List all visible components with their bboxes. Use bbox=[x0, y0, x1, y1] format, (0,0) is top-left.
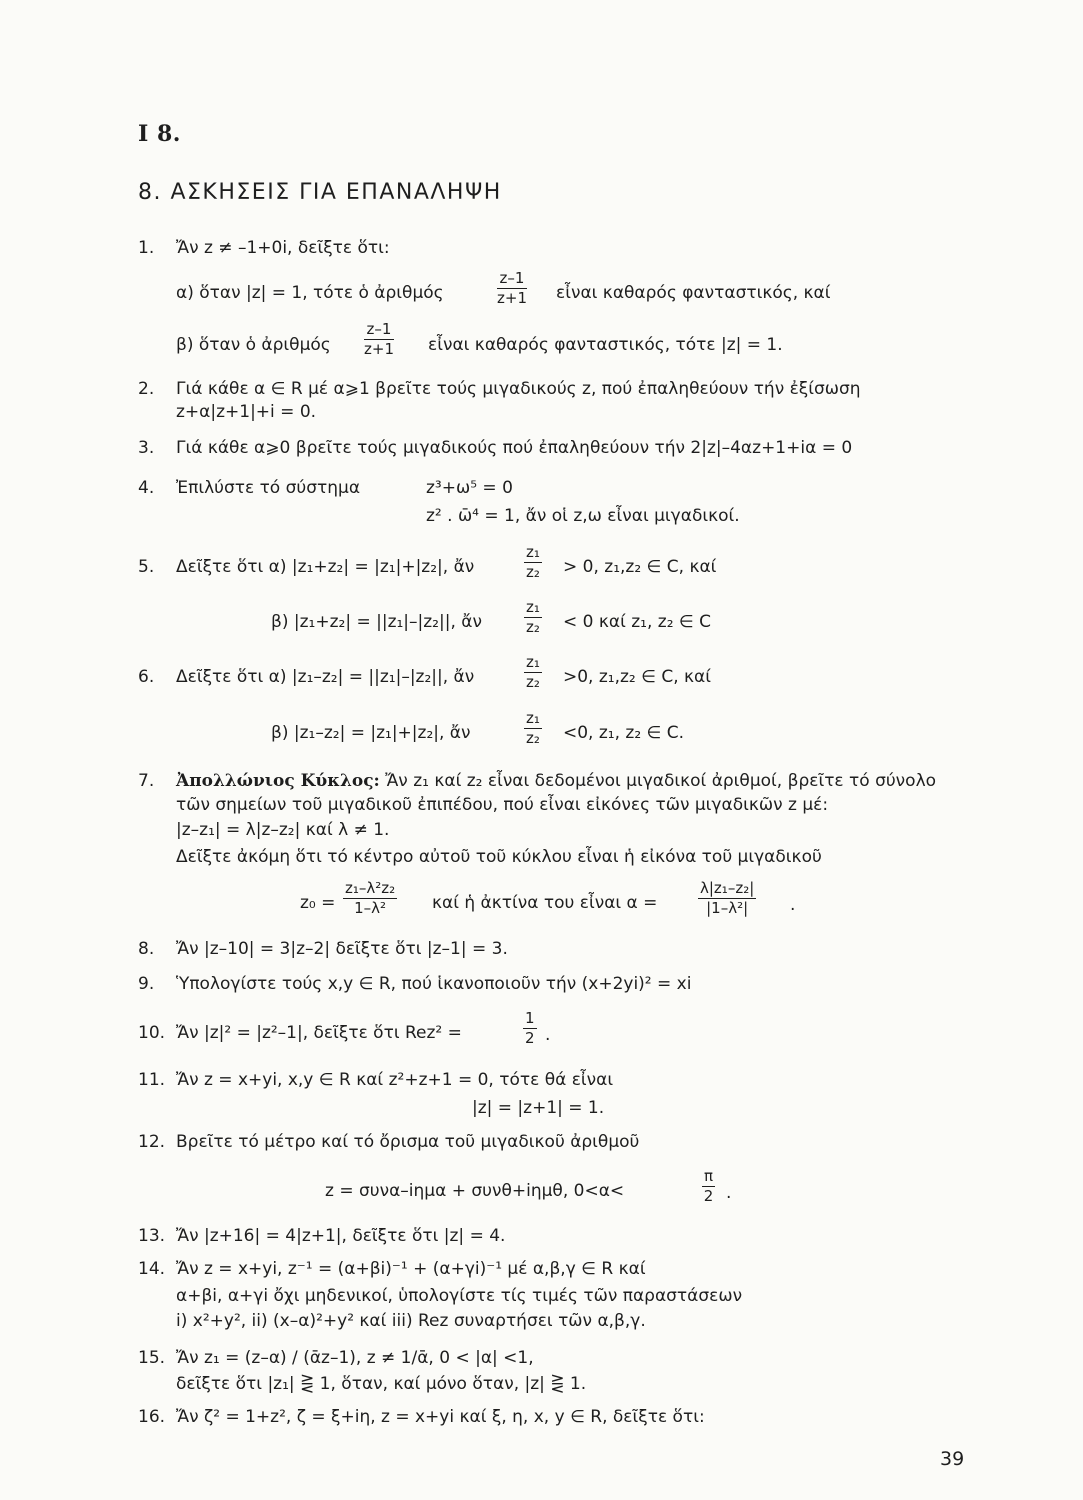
exercise-11-line-2: |z| = |z+1| = 1. bbox=[472, 1098, 605, 1118]
exercise-15-line-1: 15. Ἄν z₁ = (z–α) / (ᾱz–1), z ≠ 1/ᾱ, 0 < |α| <1, bbox=[138, 1348, 534, 1368]
exercise-10-fraction: $\frac{1}{2}$ bbox=[525, 1009, 535, 1047]
exercise-5-part-b-fraction: $\frac{\text{z₁}}{\text{z₂}}$ bbox=[526, 598, 540, 636]
exercise-2-line-2: z+α|z+1|+i = 0. bbox=[176, 402, 317, 422]
exercise-7-radius-text: καί ἡ ἀκτίνα του εἶναι α = bbox=[432, 893, 658, 913]
exercise-12-line-1: 12. Βρεῖτε τό μέτρο καί τό ὄρισμα τοῦ μιγαδικοῦ ἀριθμοῦ bbox=[138, 1132, 640, 1152]
exercise-13: 13. Ἄν |z+16| = 4|z+1|, δεῖξτε ὅτι |z| = 4. bbox=[138, 1226, 506, 1246]
exercise-11-line-1: 11. Ἄν z = x+yi, x,y ∈ R καί z²+z+1 = 0, τότε θά εἶναι bbox=[138, 1070, 614, 1090]
exercise-5-part-a-left: 5. Δεῖξτε ὅτι α) |z₁+z₂| = |z₁|+|z₂|, ἄν bbox=[138, 557, 475, 577]
exercise-8: 8. Ἄν |z–10| = 3|z–2| δεῖξτε ὅτι |z–1| = 3. bbox=[138, 939, 508, 959]
exercise-6-part-b-fraction: $\frac{\text{z₁}}{\text{z₂}}$ bbox=[526, 709, 540, 747]
exercise-6-part-b-right: <0, z₁, z₂ ∈ C. bbox=[563, 723, 685, 743]
exercise-7-end: . bbox=[790, 895, 796, 915]
exercise-7-line-2: τῶν σημείων τοῦ μιγαδικοῦ ἐπιπέδου, πού εἶναι εἰκόνες τῶν μιγαδικῶν z μέ: bbox=[176, 795, 829, 815]
exercise-12-fraction: $\frac{\pi}{2}$ bbox=[703, 1167, 714, 1205]
exercise-10-end: . bbox=[545, 1025, 551, 1045]
exercise-7-line-4: Δεῖξτε ἀκόμη ὅτι τό κέντρο αὐτοῦ τοῦ κύκλου εἶναι ἡ εἰκόνα τοῦ μιγαδικοῦ bbox=[176, 847, 822, 867]
exercise-4-line-1: 4. Ἐπιλύστε τό σύστημα bbox=[138, 478, 361, 498]
exercise-1-part-b-fraction: $\frac{z-1}{z+1}$ bbox=[364, 320, 394, 358]
section-code: Ι 8. bbox=[138, 121, 181, 147]
exercise-6-part-a-left: 6. Δεῖξτε ὅτι α) |z₁–z₂| = ||z₁|–|z₂||, ἄν bbox=[138, 667, 475, 687]
exercise-3: 3. Γιά κάθε α⩾0 βρεῖτε τούς μιγαδικούς πού ἐπαληθεύουν τήν 2|z|–4αz+1+iα = 0 bbox=[138, 438, 853, 458]
page-number: 39 bbox=[940, 1448, 965, 1470]
exercise-9: 9. Ὑπολογίστε τούς x,y ∈ R, πού ἱκανοποιοῦν τήν (x+2yi)² = xi bbox=[138, 974, 692, 994]
exercise-14-line-3: i) x²+y², ii) (x–α)²+y² καί iii) Rez συναρτήσει τῶν α,β,γ. bbox=[176, 1311, 646, 1331]
exercise-5-part-b-right: < 0 καί z₁, z₂ ∈ C bbox=[563, 612, 712, 632]
section-title: 8. ΑΣΚΗΣΕΙΣ ΓΙΑ ΕΠΑΝΑΛΗΨΗ bbox=[138, 180, 502, 205]
exercise-14-line-1: 14. Ἄν z = x+yi, z⁻¹ = (α+βi)⁻¹ + (α+γi)⁻¹ μέ α,β,γ ∈ R καί bbox=[138, 1259, 646, 1279]
exercise-5-part-a-right: > 0, z₁,z₂ ∈ C, καί bbox=[563, 557, 717, 577]
exercise-15-line-2: δεῖξτε ὅτι |z₁| ⋛ 1, ὅταν, καί μόνο ὅταν, |z| ⋛ 1. bbox=[176, 1374, 587, 1394]
exercise-1-part-b-left: β) ὅταν ὁ ἀριθμός bbox=[176, 335, 331, 355]
exercise-4-equation-2: z² . ω̄⁴ = 1, ἄν οἱ z,ω εἶναι μιγαδικοί. bbox=[426, 506, 740, 526]
exercise-6-part-b-left: β) |z₁–z₂| = |z₁|+|z₂|, ἄν bbox=[271, 723, 471, 743]
exercise-1-part-a-right: εἶναι καθαρός φανταστικός, καί bbox=[556, 283, 831, 303]
exercise-2-line-1: 2. Γιά κάθε α ∈ R μέ α⩾1 βρεῖτε τούς μιγαδικούς z, πού ἐπαληθεύουν τήν ἐξίσωση bbox=[138, 379, 861, 399]
exercise-16: 16. Ἄν ζ² = 1+z², ζ = ξ+iη, z = x+yi καί ξ, η, x, y ∈ R, δεῖξτε ὅτι: bbox=[138, 1407, 705, 1427]
exercise-1-part-b-right: εἶναι καθαρός φανταστικός, τότε |z| = 1. bbox=[428, 335, 783, 355]
exercise-1-intro: 1. Ἄν z ≠ –1+0i, δεῖξτε ὅτι: bbox=[138, 238, 390, 258]
exercise-10: 10. Ἄν |z|² = |z²–1|, δεῖξτε ὅτι Rez² = bbox=[138, 1023, 462, 1043]
exercise-12-line-2: z = συνα–iημα + συνθ+iημθ, 0<α< bbox=[325, 1181, 625, 1201]
exercise-5-part-a-fraction: $\frac{\text{z₁}}{\text{z₂}}$ bbox=[526, 543, 540, 581]
exercise-4-equation-1: z³+ω⁵ = 0 bbox=[426, 478, 513, 498]
exercise-12-end: . bbox=[726, 1183, 732, 1203]
exercise-7-line-1: 7. Ἀπολλώνιος Κύκλος: Ἄν z₁ καί z₂ εἶναι δεδομένοι μιγαδικοί ἀριθμοί, βρεῖτε τό σύνολο bbox=[138, 771, 937, 791]
exercise-7-radius-fraction: $\frac{\text{λ|z₁–z₂|}}{\text{|1–λ²|}}$ bbox=[700, 879, 755, 917]
exercise-1-part-a-fraction: $\frac{z-1}{z+1}$ bbox=[497, 269, 527, 307]
exercise-6-part-a-right: >0, z₁,z₂ ∈ C, καί bbox=[563, 667, 712, 687]
exercise-7-z0-label: z₀ = bbox=[300, 893, 336, 913]
exercise-5-part-b-left: β) |z₁+z₂| = ||z₁|–|z₂||, ἄν bbox=[271, 612, 482, 632]
exercise-7-center-fraction: $\frac{\text{z₁–λ²z₂}}{\text{1–λ²}}$ bbox=[345, 879, 396, 917]
exercise-14-line-2: α+βi, α+γi ὄχι μηδενικοί, ὑπολογίστε τίς τιμές τῶν παραστάσεων bbox=[176, 1286, 743, 1306]
exercise-6-part-a-fraction: $\frac{\text{z₁}}{\text{z₂}}$ bbox=[526, 653, 540, 691]
exercise-1-part-a-left: α) ὅταν |z| = 1, τότε ὁ ἀριθμός bbox=[176, 283, 444, 303]
exercise-7-line-3: |z–z₁| = λ|z–z₂| καί λ ≠ 1. bbox=[176, 820, 390, 840]
